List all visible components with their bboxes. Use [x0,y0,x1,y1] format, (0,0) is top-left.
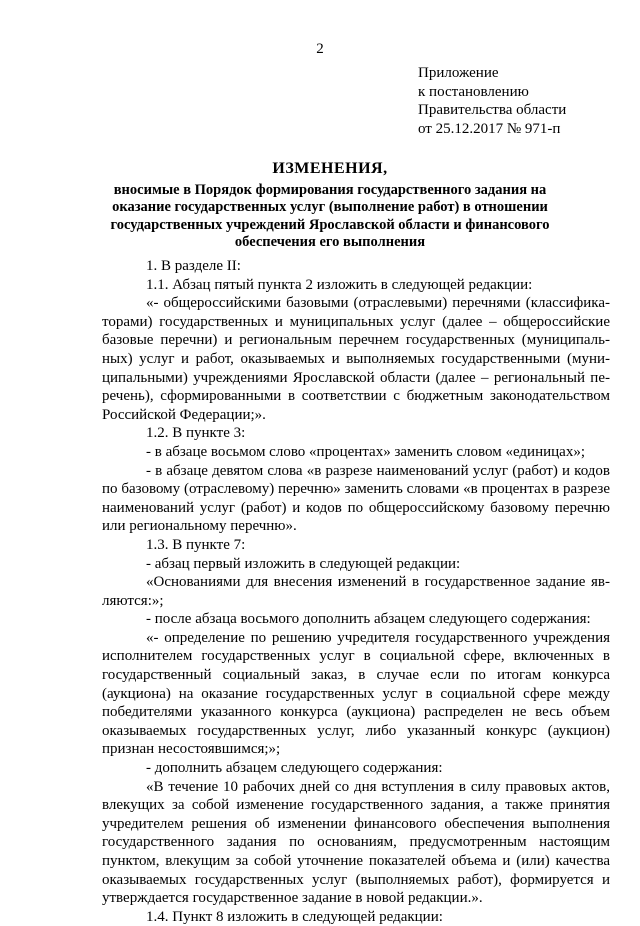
document-body [102,257,610,926]
document-subtitle: вносимые в Порядок формирования государственного задания на оказание государственных услуг (выполнение работ) в отношении государственных учреждений Ярославской области и финансового обеспечения его выполнения [110,181,550,250]
paragraph: «- определение по решению учредителя государственного учреждения исполнителем государственных услуг в социальной сфере, включенных в государственный социальный заказ, в случае если по итогам конкурса (аукциона) на оказание государственных услуг в социальной сфере между победителями указанного конкурса (аукциона) распределен не весь объем оказываемых государственных услуг, либо указанный конкурс (аукцион) признан несостоявшимся;»; [102,629,610,758]
paragraph: - абзац первый изложить в следующей редакции: [146,555,461,572]
approval-line: Правительства области [418,102,567,119]
approval-block [418,64,618,138]
paragraph: - в абзаце восьмом слово «процентах» заменить словом «единицах»; [146,443,585,460]
paragraph: - дополнить абзацем следующего содержания: [146,760,443,777]
page-number: 2 [316,41,324,57]
approval-line: от 25.12.2017 № 971-п [418,120,561,137]
document-title: ИЗМЕНЕНИЯ, [272,160,388,177]
paragraph: 1.3. В пункте 7: [146,536,246,553]
document-heading [100,160,560,252]
paragraph: - в абзаце девятом слова «в разрезе наименований услуг (работ) и кодов по базовому (отраслевому) перечню» заменить словами «в процентах в разрезе наименований услуг (работ) и кодов по общероссийскому базовому перечню или региональному перечню». [102,462,610,535]
paragraph: 1. В разделе II: [146,258,241,274]
approval-line: к постановлению [418,83,529,100]
paragraph: 1.4. Пункт 8 изложить в следующей редакции: [146,908,443,925]
approval-line: Приложение [418,65,499,81]
paragraph: «- общероссийскими базовыми (отраслевыми) перечнями (классификаторами) государственных и муниципальных услуг (далее – общероссийские базовые перечни) и региональным перечнем государственных (муниципальных) услуг и работ, оказываемых и выполняемых государственными (муниципальными) учреждениями Ярославской области (далее – региональный перечень), сформированными в соответствии с бюджетным законодательством Российской Федерации;». [102,295,610,423]
paragraph: 1.1. Абзац пятый пункта 2 изложить в следующей редакции: [146,276,533,293]
paragraph: 1.2. В пункте 3: [146,425,246,442]
paragraph: - после абзаца восьмого дополнить абзацем следующего содержания: [146,611,591,628]
paragraph: «В течение 10 рабочих дней со дня вступления в силу правовых актов, влекущих за собой изменение государственного задания, а также принятия учредителем решения об изменении финансового обеспечения выполнения государственного задания по основаниям, предусмотренным настоящим пунктом, влекущим за собой уточнение показателей объема и (или) качества оказываемых государственных услуг (выполняемых работ), формируется и утверждается государственное задание в новой редакции.». [102,778,610,907]
paragraph: «Основаниями для внесения изменений в государственное задание являются:»; [102,574,610,609]
